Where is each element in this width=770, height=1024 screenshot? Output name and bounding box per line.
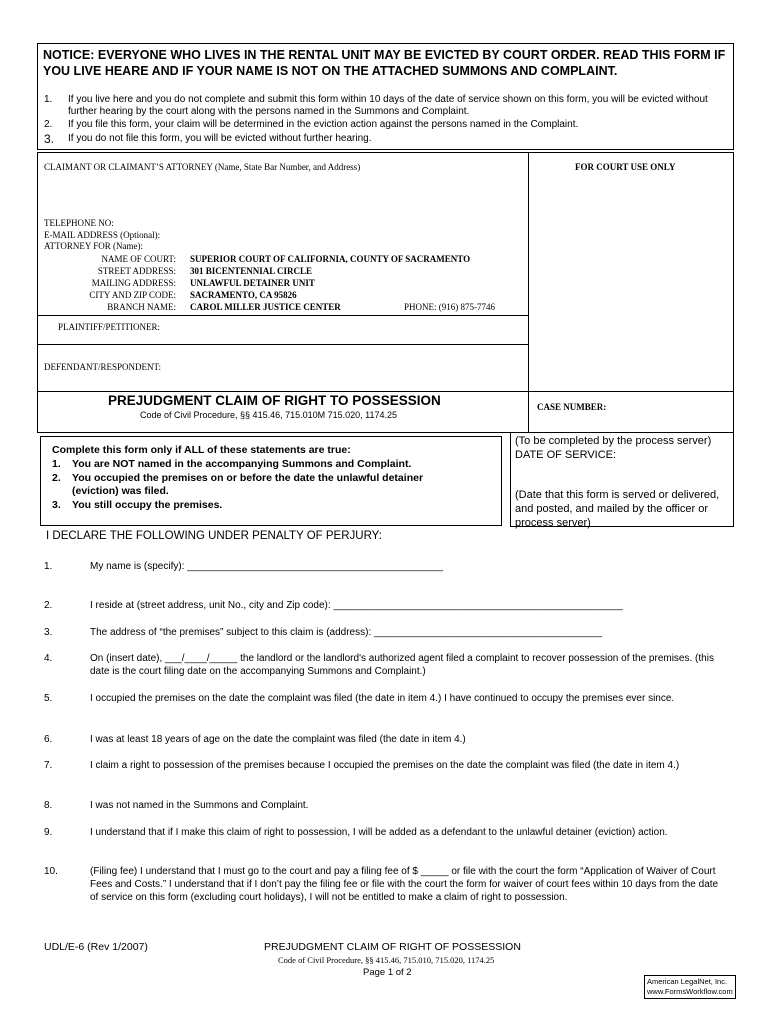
form-code: Code of Civil Procedure, §§ 415.46, 715.010M 715.020, 1174.25 bbox=[140, 410, 398, 420]
branch-name-label: BRANCH NAME: bbox=[107, 302, 176, 312]
court-use-label: FOR COURT USE ONLY bbox=[575, 162, 676, 172]
footer-form-id: UDL/E-6 (Rev 1/2007) bbox=[44, 941, 148, 953]
court-name-label: NAME OF COURT: bbox=[101, 254, 176, 264]
mailing-address-value: UNLAWFUL DETAINER UNIT bbox=[190, 278, 315, 288]
plaintiff-label: PLAINTIFF/PETITIONER: bbox=[58, 322, 160, 332]
defendant-label: DEFENDANT/RESPONDENT: bbox=[44, 362, 162, 372]
date-of-service-label: DATE OF SERVICE: bbox=[515, 449, 617, 461]
form-title: PREJUDGMENT CLAIM OF RIGHT TO POSSESSION bbox=[108, 393, 441, 408]
footer-code: Code of Civil Procedure, §§ 415.46, 715.010, 715.020, 1174.25 bbox=[278, 955, 495, 965]
court-phone: PHONE: (916) 875-7746 bbox=[404, 302, 495, 312]
publisher-website[interactable]: www.FormsWorkflow.com bbox=[647, 987, 733, 996]
case-number-divider bbox=[528, 391, 734, 392]
city-zip-value: SACRAMENTO, CA 95826 bbox=[190, 290, 297, 300]
attorney-for-label: ATTORNEY FOR (Name): bbox=[44, 241, 143, 251]
declaration-heading: I DECLARE THE FOLLOWING UNDER PENALTY OF PERJURY: bbox=[46, 530, 382, 542]
street-address-value: 301 BICENTENNIAL CIRCLE bbox=[190, 266, 313, 276]
street-address-label: STREET ADDRESS: bbox=[97, 266, 176, 276]
requirements-heading: Complete this form only if ALL of these statements are true: bbox=[52, 444, 351, 456]
court-name-value: SUPERIOR COURT OF CALIFORNIA, COUNTY OF SACRAMENTO bbox=[190, 254, 471, 264]
notice-box: NOTICE: EVERYONE WHO LIVES IN THE RENTAL UNIT MAY BE EVICTED BY COURT ORDER. READ THIS FORM IF YOU LIVE HEARE AND IF YOUR NAME IS NOT ON THE ATTACHED SUMMONS AND COMPLAINT. 1. If you live here and you do not complete and submit this form within 10 days of the date of service shown on this form, you will be evicted without further hearing by the court along with the persons named in the Summons and Complaint. 2. If you file this form, your claim will be determined in the eviction action against the persons named in the Complaint. 3. If you do not file this form, you will be evicted without further hearing. bbox=[37, 43, 734, 150]
notice-title: NOTICE: EVERYONE WHO LIVES IN THE RENTAL UNIT MAY BE EVICTED BY COURT ORDER. READ THIS FORM IF YOU LIVE HEARE AND IF YOUR NAME IS NOT ON THE ATTACHED SUMMONS AND COMPLAINT. bbox=[43, 48, 726, 78]
service-note: (To be completed by the process server) bbox=[515, 435, 712, 447]
branch-name-value: CAROL MILLER JUSTICE CENTER bbox=[190, 302, 341, 312]
party-divider-line bbox=[38, 344, 528, 345]
telephone-label: TELEPHONE NO: bbox=[44, 218, 114, 228]
mailing-address-label: MAILING ADDRESS: bbox=[91, 278, 176, 288]
publisher-name: American LegalNet, Inc. bbox=[647, 977, 728, 986]
date-of-service-field[interactable] bbox=[515, 463, 725, 485]
court-divider-line bbox=[38, 315, 528, 316]
email-label: E-MAIL ADDRESS (Optional): bbox=[44, 230, 161, 240]
footer-title: PREJUDGMENT CLAIM OF RIGHT OF POSSESSION bbox=[264, 941, 521, 953]
claimant-label: CLAIMANT OR CLAIMANT’S ATTORNEY (Name, State Bar Number, and Address) bbox=[44, 162, 361, 172]
city-zip-label: CITY AND ZIP CODE: bbox=[89, 290, 176, 300]
service-explanation: (Date that this form is served or delivered, and posted, and mailed by the officer or process server) bbox=[515, 489, 720, 529]
footer-page: Page 1 of 2 bbox=[363, 967, 412, 978]
caption-title-divider bbox=[38, 391, 528, 392]
case-number-label: CASE NUMBER: bbox=[537, 402, 607, 412]
